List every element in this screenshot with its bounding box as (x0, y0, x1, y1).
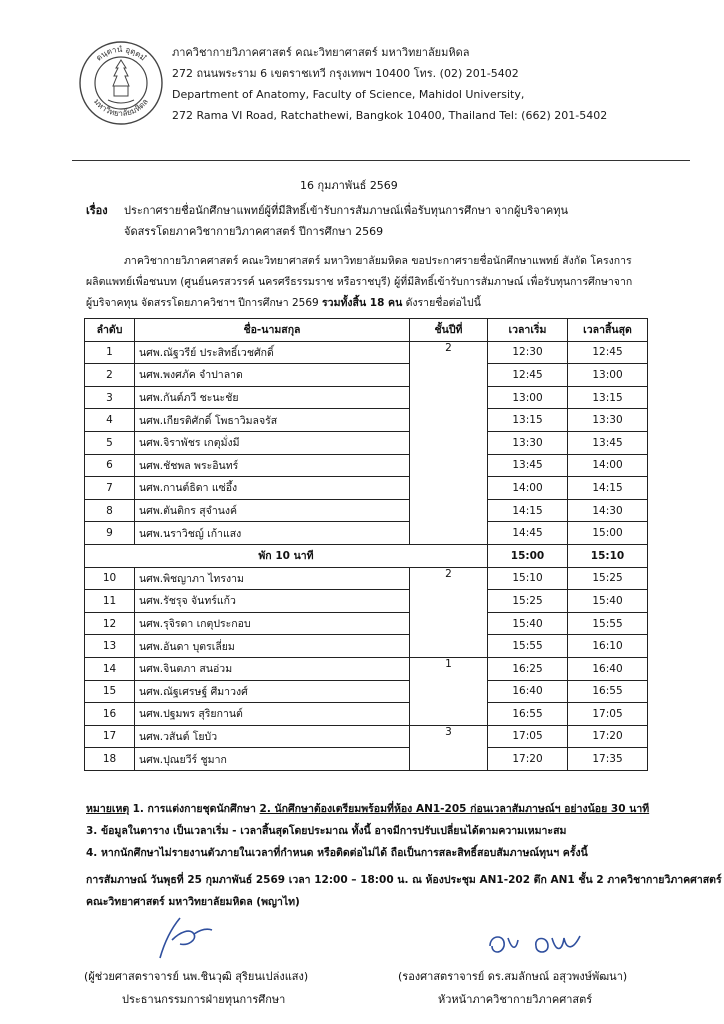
note-line-4: 4. หากนักศึกษาไม่รายงานตัวภายในเวลาที่กำหนด หรือติดต่อไม่ได้ ถือเป็นการสละสิทธิ์สอบสัมภาษณ์ทุนฯ ครั้งนี้ (86, 847, 588, 859)
seal-bottom-text: มหาวิทยาลัยมหิดล (92, 97, 150, 119)
body-line-1: ภาควิชากายวิภาคศาสตร์ คณะวิทยาศาสตร์ มหาวิทยาลัยมหิดล ขอประกาศรายชื่อนักศึกษาแพทย์ สังกัด โครงการ (124, 255, 632, 267)
start-time: 15:40 (488, 612, 568, 635)
end-time: 16:55 (568, 680, 648, 703)
row-number: 7 (85, 477, 135, 500)
subject-label: เรื่อง (86, 204, 108, 217)
year-level: 2 (410, 567, 488, 657)
row-number: 16 (85, 703, 135, 726)
start-time: 15:25 (488, 590, 568, 613)
row-number: 10 (85, 567, 135, 590)
end-time: 13:15 (568, 386, 648, 409)
notes-label: หมายเหตุ (86, 803, 130, 815)
end-time: 16:40 (568, 657, 648, 680)
start-time: 16:25 (488, 657, 568, 680)
student-name: นศพ.พิชญาภา ไทรงาม (135, 567, 410, 590)
student-name: นศพ.ปฐมพร สุริยกานต์ (135, 703, 410, 726)
header-divider (72, 160, 690, 161)
total-count: รวมทั้งสิ้น 18 คน (322, 297, 403, 309)
student-name: นศพ.ณัฐวรีย์ ประสิทธิ์เวชศักดิ์ (135, 341, 410, 364)
header-english-department: Department of Anatomy, Faculty of Science, Mahidol University, (172, 88, 525, 101)
table-row (85, 409, 648, 432)
left-signatory-name: (ผู้ช่วยศาสตราจารย์ นพ.ชินวุฒิ สุริยนเปล่งแสง) (84, 970, 309, 983)
subject-line-1: ประกาศรายชื่อนักศึกษาแพทย์ผู้ที่มีสิทธิ์เข้ารับการสัมภาษณ์เพื่อรับทุนการศึกษา จากผู้บริจาคทุน (124, 204, 569, 217)
student-name: นศพ.ณัฐเศรษฐ์ ศีมาวงศ์ (135, 680, 410, 703)
student-name: นศพ.อันดา บุตรเลี่ยม (135, 635, 410, 658)
student-name: นศพ.จินตภา สนอ่วม (135, 657, 410, 680)
break-row (85, 544, 648, 567)
end-time: 16:10 (568, 635, 648, 658)
start-time: 14:00 (488, 477, 568, 500)
start-time: 15:55 (488, 635, 568, 658)
header-year: ชั้นปีที่ (410, 319, 488, 342)
end-time: 17:20 (568, 725, 648, 748)
row-number: 5 (85, 431, 135, 454)
row-number: 12 (85, 612, 135, 635)
end-time: 14:15 (568, 477, 648, 500)
start-time: 14:45 (488, 522, 568, 545)
row-number: 2 (85, 364, 135, 387)
right-signature (484, 924, 584, 964)
table-row (85, 703, 648, 726)
header-thai-address: 272 ถนนพระราม 6 เขตราชเทวี กรุงเทพฯ 10400 โทร. (02) 201-5402 (172, 67, 519, 80)
end-time: 13:45 (568, 431, 648, 454)
table-row (85, 725, 648, 748)
student-name: นศพ.กานต์ธิดา แซ่อึ้ง (135, 477, 410, 500)
table-row (85, 567, 648, 590)
header-end: เวลาสิ้นสุด (568, 319, 648, 342)
table-row (85, 635, 648, 658)
interview-schedule-table (84, 318, 648, 771)
table-row (85, 454, 648, 477)
year-level: 1 (410, 657, 488, 725)
start-time: 13:45 (488, 454, 568, 477)
student-name: นศพ.รุจิรดา เกตุประกอบ (135, 612, 410, 635)
seal-top-text: ดนฺตานํ อุตฺตมํ (94, 44, 148, 63)
break-start: 15:00 (488, 544, 568, 567)
table-row (85, 612, 648, 635)
start-time: 12:45 (488, 364, 568, 387)
table-row (85, 499, 648, 522)
row-number: 9 (85, 522, 135, 545)
header-start: เวลาเริ่ม (488, 319, 568, 342)
end-time: 15:40 (568, 590, 648, 613)
table-row (85, 748, 648, 771)
student-name: นศพ.ชัชพล พระอินทร์ (135, 454, 410, 477)
start-time: 13:00 (488, 386, 568, 409)
break-label: พัก 10 นาที (85, 544, 488, 567)
right-signatory-title: หัวหน้าภาควิชากายวิภาคศาสตร์ (438, 993, 593, 1006)
body-line-2: ผลิตแพทย์เพื่อชนบท (ศูนย์นครสวรรค์ นครศรีธรรมราช หรือราชบุรี) ผู้ที่มีสิทธิ์เข้ารับการสัมภาษณ์ เพื่อรับทุนการศึกษาจาก (86, 276, 633, 288)
row-number: 1 (85, 341, 135, 364)
start-time: 17:05 (488, 725, 568, 748)
table-row (85, 431, 648, 454)
interview-line-1: การสัมภาษณ์ วันพุธที่ 25 กุมภาพันธ์ 2569 เวลา 12:00 – 18:00 น. ณ ห้องประชุม AN1-202 ตึก AN1 ชั้น 2 ภาควิชากายวิภาคศาสตร์ (86, 874, 722, 886)
note-line-3: 3. ข้อมูลในตาราง เป็นเวลาเริ่ม - เวลาสิ้นสุดโดยประมาณ ทั้งนี้ อาจมีการปรับเปลี่ยนได้ตามความเหมาะสม (86, 825, 567, 837)
row-number: 13 (85, 635, 135, 658)
left-signature (150, 910, 220, 965)
subject-line-2: จัดสรรโดยภาควิชากายวิภาคศาสตร์ ปีการศึกษา 2569 (124, 225, 384, 238)
table-row (85, 680, 648, 703)
university-seal (78, 40, 164, 126)
header-no: ลำดับ (85, 319, 135, 342)
row-number: 18 (85, 748, 135, 771)
row-number: 8 (85, 499, 135, 522)
document-date: 16 กุมภาพันธ์ 2569 (300, 179, 398, 192)
row-number: 11 (85, 590, 135, 613)
start-time: 14:15 (488, 499, 568, 522)
table-row (85, 341, 648, 364)
header-thai-department: ภาควิชากายวิภาคศาสตร์ คณะวิทยาศาสตร์ มหาวิทยาลัยมหิดล (172, 46, 470, 59)
end-time: 14:00 (568, 454, 648, 477)
break-end: 15:10 (568, 544, 648, 567)
row-number: 14 (85, 657, 135, 680)
start-time: 13:15 (488, 409, 568, 432)
student-name: นศพ.นราวิชญ์ เก้าแสง (135, 522, 410, 545)
table-row (85, 522, 648, 545)
right-signatory-name: (รองศาสตราจารย์ ดร.สมลักษณ์ อสุวพงษ์พัฒนา) (398, 970, 628, 983)
row-number: 3 (85, 386, 135, 409)
note-2: 2. นักศึกษาต้องเตรียมพร้อมที่ห้อง AN1-205 ก่อนเวลาสัมภาษณ์ฯ อย่างน้อย 30 นาที (259, 803, 650, 815)
header-english-address: 272 Rama VI Road, Ratchathewi, Bangkok 10400, Thailand Tel: (662) 201-5402 (172, 109, 608, 122)
interview-line-2: คณะวิทยาศาสตร์ มหาวิทยาลัยมหิดล (พญาไท) (86, 896, 300, 908)
end-time: 12:45 (568, 341, 648, 364)
end-time: 17:35 (568, 748, 648, 771)
left-signatory-title: ประธานกรรมการฝ่ายทุนการศึกษา (122, 993, 286, 1006)
year-level: 3 (410, 725, 488, 770)
start-time: 15:10 (488, 567, 568, 590)
note-line-1: หมายเหตุ 1. การแต่งกายชุดนักศึกษา 2. นักศึกษาต้องเตรียมพร้อมที่ห้อง AN1-205 ก่อนเวลาสัมภาษณ์ฯ อย่างน้อย 30 นาที (86, 803, 650, 815)
row-number: 4 (85, 409, 135, 432)
student-name: นศพ.รัชรุจ จันทร์แก้ว (135, 590, 410, 613)
year-level: 2 (410, 341, 488, 544)
table-row (85, 386, 648, 409)
end-time: 15:00 (568, 522, 648, 545)
student-name: นศพ.พงศภัค จำปาลาด (135, 364, 410, 387)
body-line-3: ผู้บริจาคทุน จัดสรรโดยภาควิชาฯ ปีการศึกษา 2569 รวมทั้งสิ้น 18 คน ดังรายชื่อต่อไปนี้ (86, 297, 481, 309)
table-row (85, 364, 648, 387)
start-time: 16:55 (488, 703, 568, 726)
student-name: นศพ.จิราพัชร เกตุมั่งมี (135, 431, 410, 454)
start-time: 12:30 (488, 341, 568, 364)
row-number: 15 (85, 680, 135, 703)
end-time: 14:30 (568, 499, 648, 522)
start-time: 16:40 (488, 680, 568, 703)
student-name: นศพ.ปุณยวีร์ ชูมาก (135, 748, 410, 771)
table-row (85, 590, 648, 613)
student-name: นศพ.ตันติกร สุจำนงค์ (135, 499, 410, 522)
end-time: 13:00 (568, 364, 648, 387)
table-header-row (85, 319, 648, 342)
svg-text:มหาวิทยาลัยมหิดล (92, 97, 150, 118)
table-row (85, 477, 648, 500)
end-time: 15:55 (568, 612, 648, 635)
row-number: 17 (85, 725, 135, 748)
student-name: นศพ.กันต์ภวี ชะนะชัย (135, 386, 410, 409)
end-time: 13:30 (568, 409, 648, 432)
table-row (85, 657, 648, 680)
student-name: นศพ.วสันต์ โยบัว (135, 725, 410, 748)
table-body (85, 341, 648, 770)
student-name: นศพ.เกียรติศักดิ์ โพธาวิมลจรัส (135, 409, 410, 432)
start-time: 13:30 (488, 431, 568, 454)
row-number: 6 (85, 454, 135, 477)
header-name: ชื่อ-นามสกุล (135, 319, 410, 342)
end-time: 17:05 (568, 703, 648, 726)
start-time: 17:20 (488, 748, 568, 771)
end-time: 15:25 (568, 567, 648, 590)
